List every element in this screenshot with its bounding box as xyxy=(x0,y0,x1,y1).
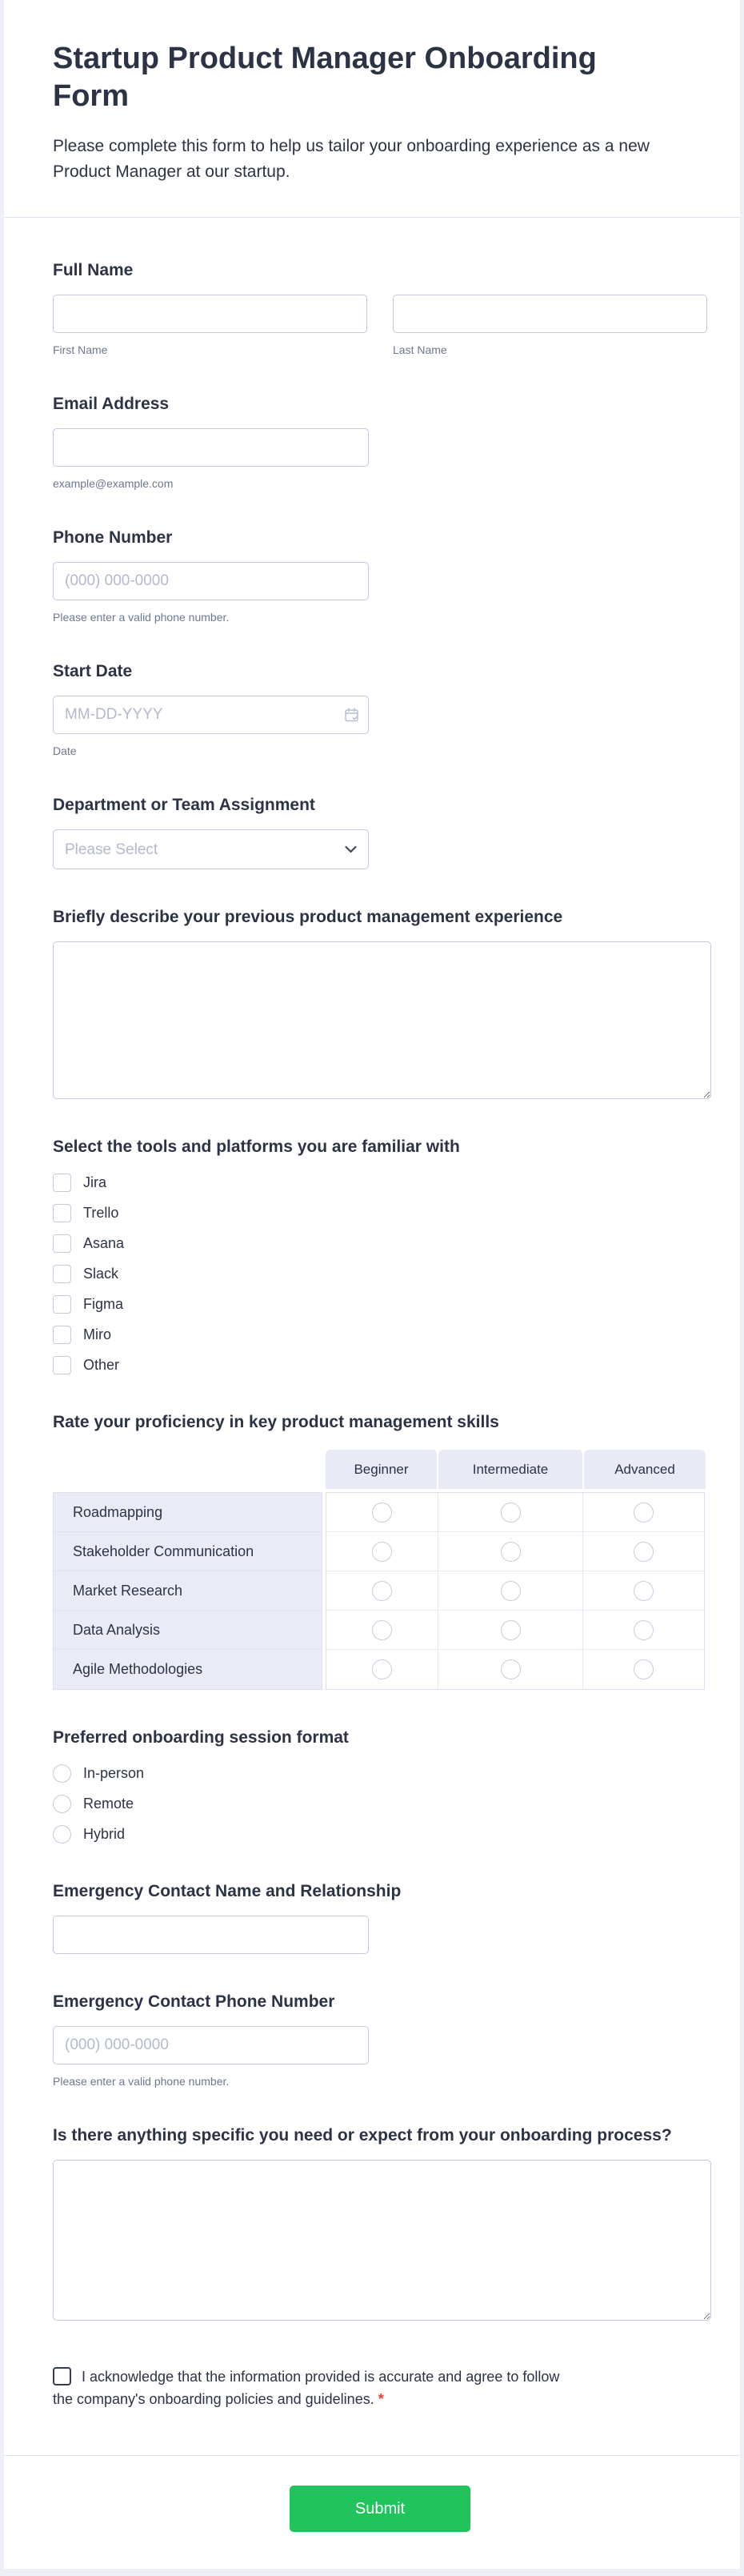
email-sublabel: example@example.com xyxy=(53,477,174,490)
radio-icon[interactable] xyxy=(372,1581,392,1601)
matrix-label: Rate your proficiency in key product management skills xyxy=(53,1413,499,1431)
radio-icon[interactable] xyxy=(53,1825,71,1844)
tools-label: Select the tools and platforms you are familiar with xyxy=(53,1138,460,1156)
checkbox-label: Asana xyxy=(83,1235,125,1251)
checkbox-option-figma[interactable] xyxy=(53,1294,707,1314)
matrix-cell-data-analysis-beginner[interactable] xyxy=(326,1611,438,1650)
emergency-name-label: Emergency Contact Name and Relationship xyxy=(53,1882,402,1900)
matrix-cell-stakeholder-communication-intermediate[interactable] xyxy=(438,1532,583,1571)
radio-icon[interactable] xyxy=(634,1620,654,1640)
matrix-row-label-agile-methodologies: Agile Methodologies xyxy=(73,1661,203,1677)
department-select[interactable] xyxy=(53,829,369,869)
radio-icon[interactable] xyxy=(501,1542,521,1562)
last-name-input[interactable] xyxy=(393,295,707,333)
checkbox-option-asana[interactable] xyxy=(53,1234,707,1253)
checkbox-label: Trello xyxy=(83,1205,119,1221)
matrix-cell-agile-methodologies-advanced[interactable] xyxy=(583,1650,704,1689)
checkbox-option-other[interactable] xyxy=(53,1355,707,1374)
field-full-name xyxy=(53,261,707,356)
radio-icon[interactable] xyxy=(634,1542,654,1562)
emergency-phone-label: Emergency Contact Phone Number xyxy=(53,1992,335,2011)
checkbox-label: Miro xyxy=(83,1326,111,1342)
radio-icon[interactable] xyxy=(372,1542,392,1562)
radio-icon[interactable] xyxy=(372,1620,392,1640)
emergency-phone-sublabel: Please enter a valid phone number. xyxy=(53,2075,230,2088)
acknowledgment-checkbox-icon[interactable] xyxy=(53,2367,71,2385)
matrix-cell-market-research-advanced[interactable] xyxy=(583,1571,704,1611)
form-card xyxy=(4,0,740,2569)
radio-label: In-person xyxy=(83,1765,145,1781)
matrix-row-label-roadmapping: Roadmapping xyxy=(54,1493,322,1532)
checkbox-label: Other xyxy=(83,1357,120,1373)
radio-option-remote[interactable] xyxy=(53,1794,707,1813)
matrix-column-header-advanced: Advanced xyxy=(584,1450,706,1489)
form-header xyxy=(4,0,740,217)
last-name-sublabel: Last Name xyxy=(393,343,447,356)
radio-icon[interactable] xyxy=(501,1581,521,1601)
email-label: Email Address xyxy=(53,395,170,413)
checkbox-icon[interactable] xyxy=(53,1295,71,1314)
emergency-name-input[interactable] xyxy=(53,1916,369,1954)
radio-label: Hybrid xyxy=(83,1826,126,1842)
matrix-cell-agile-methodologies-intermediate[interactable] xyxy=(438,1650,583,1689)
radio-icon[interactable] xyxy=(634,1659,654,1679)
email-input[interactable] xyxy=(53,428,369,467)
calendar-check-icon[interactable] xyxy=(344,708,359,723)
radio-option-hybrid[interactable] xyxy=(53,1824,707,1844)
matrix-cell-stakeholder-communication-advanced[interactable] xyxy=(583,1532,704,1571)
checkbox-option-jira[interactable] xyxy=(53,1173,707,1192)
department-label: Department or Team Assignment xyxy=(53,796,315,814)
checkbox-label: Slack xyxy=(83,1266,119,1282)
field-email xyxy=(53,395,707,490)
full-name-label: Full Name xyxy=(53,261,134,279)
matrix-cell-agile-methodologies-beginner[interactable] xyxy=(326,1650,438,1689)
radio-icon[interactable] xyxy=(53,1795,71,1813)
field-session-format xyxy=(53,1728,707,1844)
radio-icon[interactable] xyxy=(634,1503,654,1523)
matrix-corner-spacer xyxy=(53,1450,326,1489)
matrix-row-label-market-research: Market Research xyxy=(54,1571,322,1611)
first-name-sublabel: First Name xyxy=(53,343,108,356)
matrix-cell-stakeholder-communication-beginner[interactable] xyxy=(326,1532,438,1571)
acknowledgment-label: I acknowledge that the information provided is accurate and agree to follow the company's onboarding policies and guidelines. xyxy=(53,2369,560,2407)
radio-label: Remote xyxy=(83,1796,134,1812)
checkbox-option-slack[interactable] xyxy=(53,1264,707,1283)
matrix-cell-roadmapping-advanced[interactable] xyxy=(583,1493,704,1532)
phone-input[interactable] xyxy=(53,562,369,600)
checkbox-option-miro[interactable] xyxy=(53,1325,707,1344)
matrix-cell-data-analysis-advanced[interactable] xyxy=(583,1611,704,1650)
tools-checkbox-list xyxy=(53,1173,707,1374)
matrix-cell-data-analysis-intermediate[interactable] xyxy=(438,1611,583,1650)
radio-icon[interactable] xyxy=(501,1620,521,1640)
checkbox-icon[interactable] xyxy=(53,1174,71,1192)
first-name-input[interactable] xyxy=(53,295,367,333)
field-experience xyxy=(53,908,707,1099)
checkbox-label: Jira xyxy=(83,1174,107,1190)
radio-icon[interactable] xyxy=(372,1659,392,1679)
expectations-textarea[interactable] xyxy=(53,2160,711,2321)
format-radio-list xyxy=(53,1763,707,1844)
submit-section xyxy=(4,2456,740,2569)
checkbox-icon[interactable] xyxy=(53,1356,71,1374)
matrix-cell-roadmapping-intermediate[interactable] xyxy=(438,1493,583,1532)
matrix-header-row xyxy=(53,1450,711,1489)
matrix-row-labels xyxy=(53,1492,322,1690)
required-asterisk: * xyxy=(378,2391,384,2407)
checkbox-label: Figma xyxy=(83,1296,124,1312)
matrix-row-label-stakeholder-communication: Stakeholder Communication xyxy=(54,1532,322,1571)
expectations-label: Is there anything specific you need or expect from your onboarding process? xyxy=(53,2126,672,2145)
matrix-column-header-beginner: Beginner xyxy=(326,1450,438,1489)
phone-sublabel: Please enter a valid phone number. xyxy=(53,611,230,624)
field-proficiency-matrix xyxy=(53,1413,707,1690)
matrix-row-label-data-analysis: Data Analysis xyxy=(54,1611,322,1650)
field-start-date xyxy=(53,662,707,757)
radio-icon[interactable] xyxy=(372,1503,392,1523)
checkbox-icon[interactable] xyxy=(53,1326,71,1344)
matrix-cell-roadmapping-beginner[interactable] xyxy=(326,1493,438,1532)
form-body xyxy=(4,218,740,2455)
checkbox-icon[interactable] xyxy=(53,1204,71,1222)
radio-icon[interactable] xyxy=(501,1503,521,1523)
radio-icon[interactable] xyxy=(501,1659,521,1679)
radio-option-in-person[interactable] xyxy=(53,1763,707,1783)
experience-label: Briefly describe your previous product management experience xyxy=(53,908,563,926)
radio-icon[interactable] xyxy=(634,1581,654,1601)
start-date-label: Start Date xyxy=(53,662,133,680)
field-tools xyxy=(53,1138,707,1374)
field-emergency-phone xyxy=(53,1992,707,2088)
checkbox-icon[interactable] xyxy=(53,1234,71,1253)
field-phone xyxy=(53,528,707,624)
format-label: Preferred onboarding session format xyxy=(53,1728,349,1747)
matrix-cell-market-research-intermediate[interactable] xyxy=(438,1571,583,1611)
form-subtitle: Please complete this form to help us tailor your onboarding experience as a new Product Manager at our startup. xyxy=(53,137,650,181)
submit-button[interactable]: Submit xyxy=(290,2486,470,2532)
matrix-cell-market-research-beginner[interactable] xyxy=(326,1571,438,1611)
experience-textarea[interactable] xyxy=(53,941,711,1099)
emergency-phone-input[interactable] xyxy=(53,2026,369,2064)
radio-icon[interactable] xyxy=(53,1764,71,1783)
start-date-sublabel: Date xyxy=(53,744,77,757)
checkbox-option-trello[interactable] xyxy=(53,1203,707,1222)
matrix-column-header-intermediate: Intermediate xyxy=(438,1450,584,1489)
field-department xyxy=(53,796,707,869)
matrix-radio-grid xyxy=(326,1492,705,1690)
start-date-input[interactable] xyxy=(53,696,369,734)
checkbox-icon[interactable] xyxy=(53,1265,71,1283)
proficiency-matrix xyxy=(53,1450,711,1690)
matrix-body xyxy=(53,1492,711,1690)
phone-label: Phone Number xyxy=(53,528,173,547)
form-title: Startup Product Manager Onboarding Form xyxy=(53,42,597,113)
field-expectations xyxy=(53,2126,707,2321)
acknowledgment-item[interactable] xyxy=(53,2365,573,2410)
field-emergency-name xyxy=(53,1882,707,1954)
